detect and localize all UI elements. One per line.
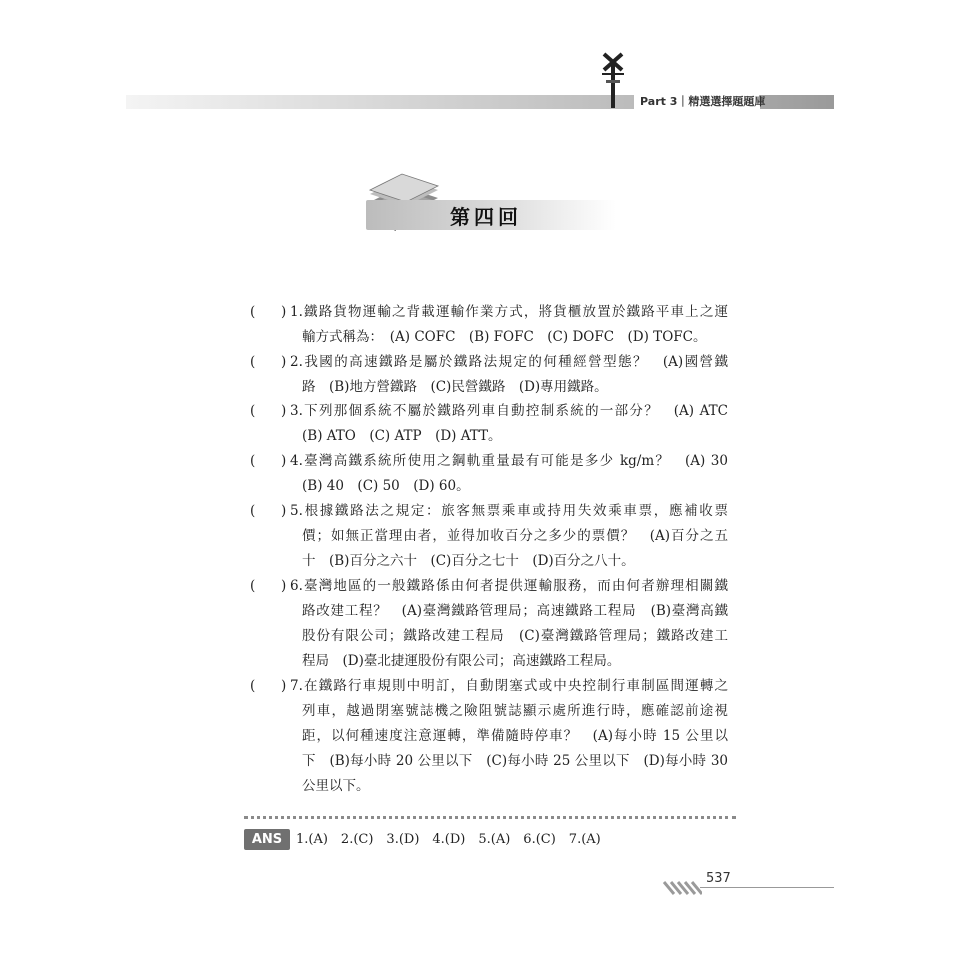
question-line: 下 (B)每小時 20 公里以下 (C)每小時 25 公里以下 (D)每小時 30 [302,753,728,769]
answer-blank: ( ) [250,453,287,469]
answer-blank: ( ) [250,678,287,694]
railway-crossing-icon [598,48,628,108]
section-title-block [366,172,616,234]
header-part-label: Part 3｜精選選擇題題庫 [640,95,766,108]
answer-key: 1.(A) 2.(C) 3.(D) 4.(D) 5.(A) 6.(C) 7.(A) [296,832,601,847]
ans-badge: ANS [244,829,290,850]
page-number: 537 [706,871,731,886]
question-line: 2.我國的高速鐵路是屬於鐵路法規定的何種經營型態？ (A)國營鐵 [290,354,728,370]
answer-blank: ( ) [250,578,287,594]
question-line: 股份有限公司；鐵路改建工程局 (C)臺灣鐵路管理局；鐵路改建工 [302,628,728,644]
question-line: 路改建工程？ (A)臺灣鐵路管理局；高速鐵路工程局 (B)臺灣高鐵 [302,603,728,619]
question-line: 3.下列那個系統不屬於鐵路列車自動控制系統的一部分？ (A) ATC [290,403,728,419]
answer-blank: ( ) [250,304,287,320]
question-line: 十 (B)百分之六十 (C)百分之七十 (D)百分之八十。 [302,553,635,569]
question-line: 公里以下。 [302,778,370,794]
question-line: 輸方式稱為： (A) COFC (B) FOFC (C) DOFC (D) TOFC。 [302,329,707,345]
question-line: 4.臺灣高鐵系統所使用之鋼軌重量最有可能是多少 kg/m？ (A) 30 [290,453,728,469]
question-line: (B) ATO (C) ATP (D) ATT。 [302,428,502,444]
stripes-icon [662,878,702,896]
answer-divider [244,816,736,819]
answer-blank: ( ) [250,503,287,519]
answer-blank: ( ) [250,354,287,370]
answer-blank: ( ) [250,403,287,419]
question-line: 7.在鐵路行車規則中明訂，自動閉塞式或中央控制行車制區間運轉之 [290,678,728,694]
question-line: (B) 40 (C) 50 (D) 60。 [302,478,470,494]
question-line: 6.臺灣地區的一般鐵路係由何者提供運輸服務，而由何者辦理相關鐵 [290,578,728,594]
question-line: 5.根據鐵路法之規定：旅客無票乘車或持用失效乘車票，應補收票 [290,503,728,519]
question-line: 列車，越過閉塞號誌機之險阻號誌顯示處所進行時，應確認前途視 [302,703,728,719]
question-line: 程局 (D)臺北捷運股份有限公司；高速鐵路工程局。 [302,653,621,669]
question-line: 1.鐵路貨物運輸之背載運輸作業方式，將貨櫃放置於鐵路平車上之運 [290,304,728,320]
section-title: 第四回 [450,205,522,229]
question-line: 距，以何種速度注意運轉，準備隨時停車？ (A)每小時 15 公里以 [302,728,728,744]
question-line: 價；如無正當理由者，並得加收百分之多少的票價？ (A)百分之五 [302,528,728,544]
page-rule [700,887,834,888]
question-line: 路 (B)地方營鐵路 (C)民營鐵路 (D)專用鐵路。 [302,379,608,395]
